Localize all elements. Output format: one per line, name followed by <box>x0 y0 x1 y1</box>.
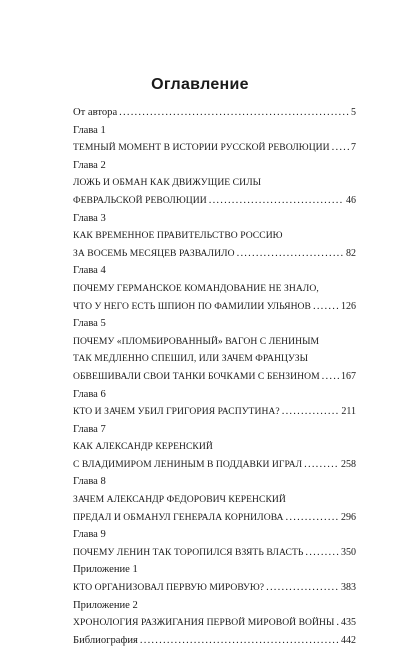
toc-entry-title-line: КТО И ЗАЧЕМ УБИЛ ГРИГОРИЯ РАСПУТИНА? <box>73 406 280 418</box>
toc-line <box>73 632 356 649</box>
toc-entry-label: Глава 1 <box>73 124 106 136</box>
toc-line <box>73 104 356 122</box>
page-number: 442 <box>341 634 356 646</box>
page-number: 126 <box>341 300 356 312</box>
toc-line <box>73 122 356 140</box>
dot-leader <box>282 403 340 421</box>
toc-entry-title-line: ХРОНОЛОГИЯ РАЗЖИГАНИЯ ПЕРВОЙ МИРОВОЙ ВОЙНЫ <box>73 617 335 629</box>
toc-entry[interactable] <box>73 632 356 649</box>
toc-entry-title-line: ТАК МЕДЛЕННО СПЕШИЛ, ИЛИ ЗАЧЕМ ФРАНЦУЗЫ <box>73 353 309 365</box>
toc-entry-title-line: КАК ВРЕМЕННОЕ ПРАВИТЕЛЬСТВО РОССИЮ <box>73 230 283 242</box>
toc-entry-label: Глава 5 <box>73 318 106 330</box>
toc-entry-title-line: ПРЕДАЛ И ОБМАНУЛ ГЕНЕРАЛА КОРНИЛОВА <box>73 511 284 523</box>
page-title: Оглавление <box>151 76 249 93</box>
toc-line <box>73 280 356 298</box>
toc-entry-title-line: ЗА ВОСЕМЬ МЕСЯЦЕВ РАЗВАЛИЛО <box>73 247 235 259</box>
toc-entry[interactable] <box>73 473 356 526</box>
toc-entry-label: Глава 2 <box>73 159 106 171</box>
toc-line <box>73 262 356 280</box>
dot-leader <box>313 298 339 316</box>
toc-line <box>73 368 356 386</box>
toc-line <box>73 544 356 562</box>
page-number: 258 <box>341 458 356 470</box>
toc-line <box>73 438 356 456</box>
toc-line <box>73 139 356 157</box>
page-number: 7 <box>351 142 356 154</box>
dot-leader <box>266 579 339 597</box>
toc-entry-title-line: ФЕВРАЛЬСКОЙ РЕВОЛЮЦИИ <box>73 194 207 206</box>
toc-entry-label: Глава 6 <box>73 388 106 400</box>
toc-entry-title-line: ПОЧЕМУ «ПЛОМБИРОВАННЫЙ» ВАГОН С ЛЕНИНЫМ <box>73 335 320 347</box>
toc-entry-label: Глава 3 <box>73 212 106 224</box>
toc-line <box>73 579 356 597</box>
toc-line <box>73 473 356 491</box>
toc-entry-title-line: ПОЧЕМУ ЛЕНИН ТАК ТОРОПИЛСЯ ВЗЯТЬ ВЛАСТЬ <box>73 546 304 558</box>
dot-leader <box>304 456 339 474</box>
toc-entry-title-line: С ВЛАДИМИРОМ ЛЕНИНЫМ В ПОДДАВКИ ИГРАЛ <box>73 458 303 470</box>
toc-line <box>73 526 356 544</box>
toc-entry-title-line: ЗАЧЕМ АЛЕКСАНДР ФЕДОРОВИЧ КЕРЕНСКИЙ <box>73 494 286 506</box>
toc-line <box>73 333 356 351</box>
toc-line <box>73 245 356 263</box>
toc-entry[interactable] <box>73 122 356 157</box>
toc-line <box>73 192 356 210</box>
dot-leader <box>286 509 339 527</box>
toc-entry-title-line: ПОЧЕМУ ГЕРМАНСКОЕ КОМАНДОВАНИЕ НЕ ЗНАЛО, <box>73 282 319 294</box>
toc-line <box>73 386 356 404</box>
page-number: 296 <box>341 511 356 523</box>
toc-entry-title-line: ТЕМНЫЙ МОМЕНТ В ИСТОРИИ РУССКОЙ РЕВОЛЮЦИИ <box>73 142 330 154</box>
toc-entry-label: Приложение 1 <box>73 564 138 576</box>
toc-line <box>73 298 356 316</box>
toc-entry-label: Приложение 2 <box>73 599 138 611</box>
toc-entry-title-line: ОБВЕШИВАЛИ СВОИ ТАНКИ БОЧКАМИ С БЕНЗИНОМ <box>73 370 320 382</box>
toc-entry-label: Библиография <box>73 634 138 646</box>
dot-leader <box>237 245 344 263</box>
page-number: 350 <box>341 546 356 558</box>
toc-entry[interactable] <box>73 526 356 561</box>
toc-line <box>73 227 356 245</box>
dot-leader <box>322 368 339 386</box>
toc-entry-label: Глава 7 <box>73 423 106 435</box>
toc-entry-title-line: ЛОЖЬ И ОБМАН КАК ДВИЖУЩИЕ СИЛЫ <box>73 177 262 189</box>
toc-line <box>73 421 356 439</box>
toc-entry-label: Глава 4 <box>73 265 106 277</box>
toc-line <box>73 315 356 333</box>
dot-leader <box>209 192 344 210</box>
toc-line <box>73 456 356 474</box>
toc-line <box>73 509 356 527</box>
dot-leader <box>140 632 339 649</box>
toc-entry[interactable] <box>73 210 356 263</box>
toc-entry[interactable] <box>73 262 356 315</box>
toc-entry-label: Глава 8 <box>73 476 106 488</box>
toc-entry[interactable] <box>73 157 356 210</box>
toc-line <box>73 210 356 228</box>
toc-line <box>73 614 356 632</box>
toc-entry[interactable] <box>73 315 356 385</box>
toc-entry[interactable] <box>73 104 356 122</box>
toc-entry-title-line: КАК АЛЕКСАНДР КЕРЕНСКИЙ <box>73 441 213 453</box>
toc-line <box>73 350 356 368</box>
toc-entry-title-line: КТО ОРГАНИЗОВАЛ ПЕРВУЮ МИРОВУЮ? <box>73 582 265 594</box>
toc-line <box>73 157 356 175</box>
dot-leader <box>332 139 349 157</box>
toc-line <box>73 174 356 192</box>
dot-leader <box>305 544 339 562</box>
toc-line <box>73 597 356 615</box>
toc-entry-label: От автора <box>73 107 118 118</box>
toc-entry[interactable] <box>73 386 356 421</box>
toc-entry[interactable] <box>73 561 356 596</box>
toc-entry[interactable] <box>73 597 356 632</box>
page-number: 383 <box>341 582 356 594</box>
toc-entry[interactable] <box>73 421 356 474</box>
page-number: 82 <box>346 247 356 259</box>
page-number: 435 <box>341 617 356 629</box>
page-number: 167 <box>341 370 356 382</box>
toc-entry-label: Глава 9 <box>73 529 106 541</box>
toc-line <box>73 403 356 421</box>
table-of-contents <box>73 104 356 649</box>
dot-leader <box>336 614 339 632</box>
page-number: 5 <box>351 107 356 118</box>
dot-leader <box>119 104 349 122</box>
toc-line <box>73 491 356 509</box>
page-number: 211 <box>341 406 356 418</box>
toc-entry-title-line: ЧТО У НЕГО ЕСТЬ ШПИОН ПО ФАМИЛИИ УЛЬЯНОВ <box>73 300 311 312</box>
toc-line <box>73 561 356 579</box>
page-number: 46 <box>346 194 356 206</box>
